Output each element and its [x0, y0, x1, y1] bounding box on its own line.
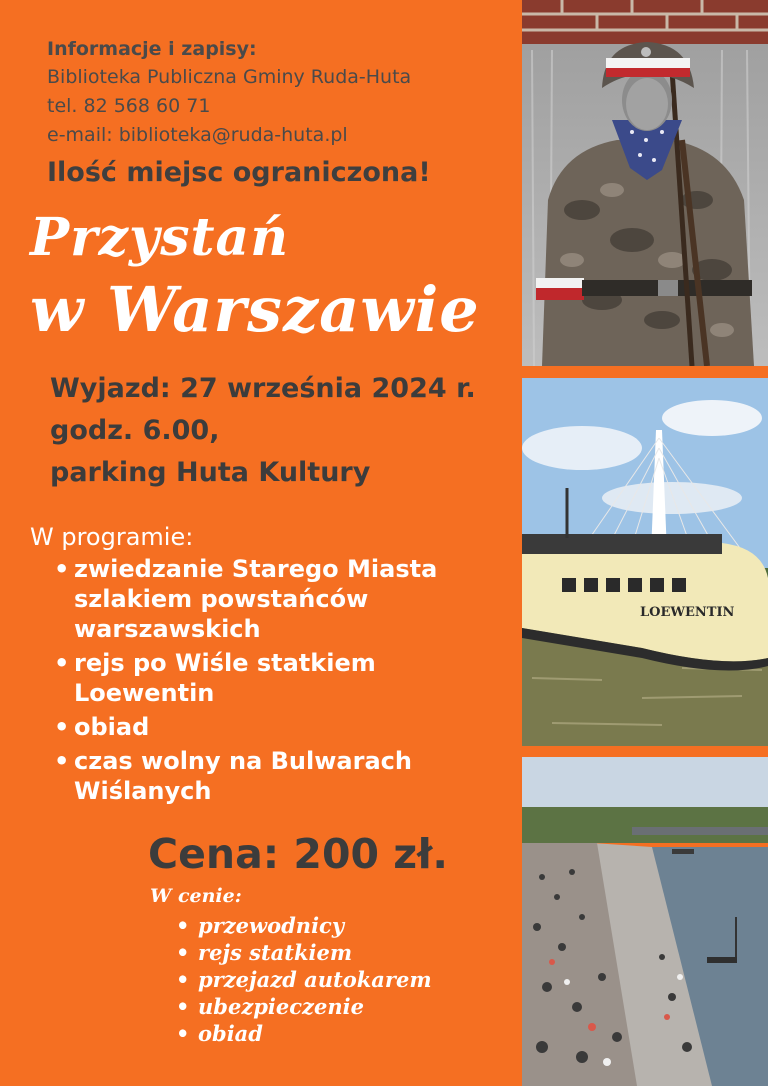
ship-illustration [522, 378, 768, 746]
ship-photo [522, 378, 768, 746]
program-section [30, 520, 437, 810]
title-line-2: w Warszawie [30, 273, 480, 346]
departure-time: godz. 6.00, [50, 415, 220, 446]
program-header: W programie: [30, 523, 194, 551]
included-list [150, 912, 432, 1047]
included-item: • ubezpieczenie [198, 993, 432, 1020]
insurgent-photo [522, 0, 768, 366]
program-item-line: • obiad [74, 713, 150, 741]
price: Cena: 200 zł. [148, 830, 448, 878]
included-header: W cenie: [150, 885, 242, 907]
program-item [74, 712, 437, 742]
included-item: • rejs statkiem [198, 939, 432, 966]
boulevards-photo [522, 757, 768, 1086]
event-title [30, 205, 480, 351]
contact-header: Informacje i zapisy: [47, 38, 257, 60]
departure-place: parking Huta Kultury [50, 457, 371, 488]
included-item: • obiad [198, 1020, 432, 1047]
phone-number: tel. 82 568 60 71 [47, 95, 211, 117]
email-address: e-mail: biblioteka@ruda-huta.pl [47, 124, 348, 146]
program-list [30, 554, 437, 806]
departure-info [50, 368, 476, 494]
contact-info [47, 36, 411, 150]
program-item-line: warszawskich [74, 615, 261, 643]
boulevards-illustration [522, 757, 768, 1086]
program-item-line: • czas wolny na Bulwarach [74, 747, 412, 775]
included-item: • przejazd autokarem [198, 966, 432, 993]
program-item-line: • rejs po Wiśle statkiem [74, 649, 376, 677]
departure-date: Wyjazd: 27 września 2024 r. [50, 373, 476, 404]
program-item [74, 554, 437, 644]
insurgent-illustration [522, 0, 768, 366]
program-item-line: Wiślanych [74, 777, 212, 805]
title-line-1: Przystań [30, 207, 290, 268]
library-name: Biblioteka Publiczna Gminy Ruda-Huta [47, 66, 412, 88]
limited-places-notice: Ilość miejsc ograniczona! [47, 157, 431, 188]
included-section [150, 880, 432, 1047]
program-item [74, 648, 437, 708]
included-item: • przewodnicy [198, 912, 432, 939]
ship-name-text: LOEWENTIN [640, 605, 735, 620]
program-item-line: • zwiedzanie Starego Miasta [74, 555, 438, 583]
program-item-line: Loewentin [74, 679, 215, 707]
program-item-line: szlakiem powstańców [74, 585, 369, 613]
program-item [74, 746, 437, 806]
